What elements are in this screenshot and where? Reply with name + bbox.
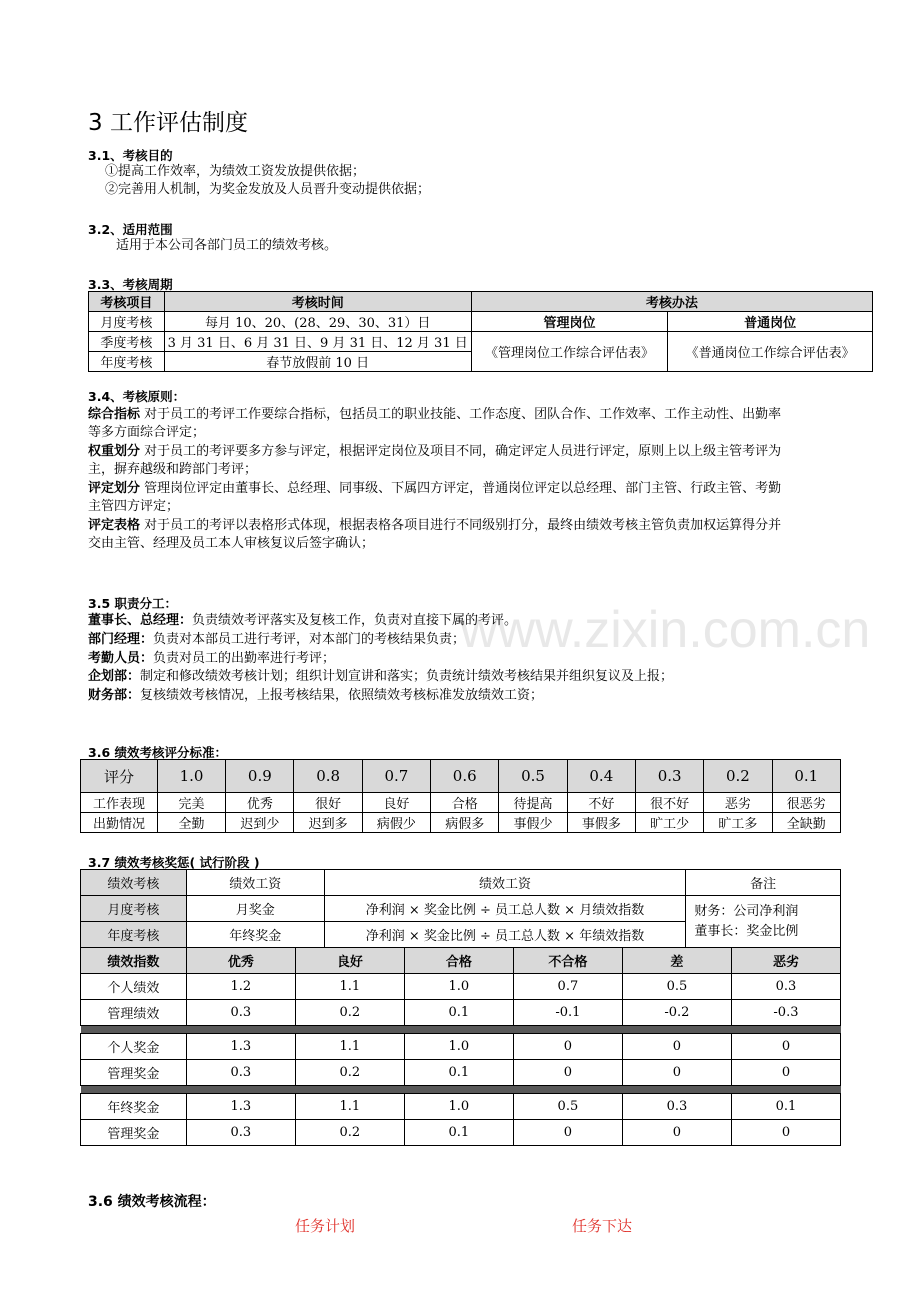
row-label: 管理奖金 [81, 1060, 187, 1086]
principle-text-cont: 等多方面综合评定； [88, 425, 206, 440]
att-label: 出勤情况 [81, 813, 158, 833]
cell: 1.1 [295, 1034, 404, 1060]
section-3-6-heading: 3.6 绩效考核评分标准： [88, 745, 227, 760]
principle-text-cont: 主，摒弃越级和跨部门考评； [88, 462, 258, 477]
cell: 1.1 [295, 1094, 404, 1120]
cell: 0 [622, 1060, 731, 1086]
cell: 0.2 [295, 1120, 404, 1146]
cell: -0.3 [731, 1000, 840, 1026]
normal-form: 《普通岗位工作综合评估表》 [668, 332, 873, 372]
idx-header: 差 [622, 948, 731, 974]
score-value: 0.3 [635, 760, 703, 793]
cycle-item: 季度考核 [89, 332, 165, 352]
perf-cell: 待提高 [499, 793, 567, 813]
table-row [81, 974, 841, 1000]
cell: 0 [513, 1034, 622, 1060]
rf-h4: 备注 [686, 870, 841, 896]
rf-h2: 绩效工资 [186, 870, 324, 896]
cycle-time: 春节放假前 10 日 [164, 352, 471, 372]
cell: 1.0 [404, 1034, 513, 1060]
cell: 0.1 [404, 1000, 513, 1026]
cell: 0 [622, 1120, 731, 1146]
rf-yearly-label: 年度考核 [81, 922, 187, 948]
page-title: 3 工作评估制度 [88, 110, 248, 136]
score-value: 1.0 [157, 760, 225, 793]
th-time: 考核时间 [164, 292, 471, 312]
table-row [81, 1120, 841, 1146]
th-mgmt: 管理岗位 [471, 312, 668, 332]
cell: 0 [731, 1120, 840, 1146]
duty-3 [88, 650, 335, 668]
cycle-table [88, 291, 873, 372]
principle-text: 管理岗位评定由董事长、总经理、同事级、下属四方评定，普通岗位评定以总经理、部门主管、行政主管、考勤 [140, 481, 782, 496]
cell: 0.3 [731, 974, 840, 1000]
perf-cell: 完美 [157, 793, 225, 813]
principle-2 [88, 443, 848, 479]
table-row [81, 1000, 841, 1026]
cell: 1.0 [404, 1094, 513, 1120]
cell: -0.2 [622, 1000, 731, 1026]
table-row [81, 1060, 841, 1086]
rf-monthly-label: 月度考核 [81, 896, 187, 922]
rf-yearly-formula: 净利润 × 奖金比例 ÷ 员工总人数 × 年绩效指数 [324, 922, 686, 948]
cell: 0.1 [404, 1060, 513, 1086]
row-label: 个人绩效 [81, 974, 187, 1000]
cell: 1.0 [404, 974, 513, 1000]
s31-line-1: ①提高工作效率，为绩效工资发放提供依据； [105, 164, 366, 179]
cell: 0 [513, 1060, 622, 1086]
duty-1 [88, 612, 517, 630]
principle-3 [88, 480, 848, 516]
cycle-item: 月度考核 [89, 312, 165, 332]
att-cell: 全勤 [157, 813, 225, 833]
cell: 1.2 [186, 974, 295, 1000]
score-value: 0.8 [294, 760, 362, 793]
cell: 0.3 [186, 1120, 295, 1146]
cell: 1.3 [186, 1094, 295, 1120]
cell: 0 [731, 1060, 840, 1086]
score-value: 0.9 [226, 760, 294, 793]
reward-formula-table [80, 869, 841, 948]
cell: 0.1 [404, 1120, 513, 1146]
duty-text: 复核绩效考核情况，上报考核结果，依照绩效考核标准发放绩效工资； [140, 688, 544, 703]
score-table [80, 759, 841, 833]
principle-4 [88, 517, 848, 553]
cell: 0.1 [731, 1094, 840, 1120]
section-3-4-heading: 3.4、考核原则： [88, 389, 186, 404]
cell: 0.3 [186, 1000, 295, 1026]
score-value: 0.5 [499, 760, 567, 793]
cycle-item: 年度考核 [89, 352, 165, 372]
principle-text: 对于员工的考评工作要综合指标，包括员工的职业技能、工作态度、团队合作、工作效率、工作主动性、出勤率 [140, 407, 782, 422]
mgmt-form: 《管理岗位工作综合评估表》 [471, 332, 668, 372]
score-value: 0.4 [567, 760, 635, 793]
index-table [80, 947, 841, 1146]
score-label: 评分 [81, 760, 158, 793]
row-label: 个人奖金 [81, 1034, 187, 1060]
principle-1 [88, 406, 848, 442]
perf-cell: 很不好 [635, 793, 703, 813]
rf-h1: 绩效考核 [81, 870, 187, 896]
th-item: 考核项目 [89, 292, 165, 312]
principle-label: 评定表格 [88, 518, 141, 533]
rf-monthly-formula: 净利润 × 奖金比例 ÷ 员工总人数 × 月绩效指数 [324, 896, 686, 922]
cycle-time: 3 月 31 日、6 月 31 日、9 月 31 日、12 月 31 日 [164, 332, 471, 352]
idx-header: 恶劣 [731, 948, 840, 974]
perf-cell: 合格 [431, 793, 499, 813]
separator-row [81, 1086, 841, 1094]
cell: 0.5 [622, 974, 731, 1000]
flow-step-issue: 任务下达 [572, 1217, 633, 1235]
section-3-2-heading: 3.2、适用范围 [88, 222, 173, 237]
att-cell: 病假少 [362, 813, 430, 833]
att-cell: 病假多 [431, 813, 499, 833]
idx-header: 良好 [295, 948, 404, 974]
idx-header: 绩效指数 [81, 948, 187, 974]
att-cell: 迟到多 [294, 813, 362, 833]
flow-step-plan: 任务计划 [295, 1217, 356, 1235]
row-label: 管理奖金 [81, 1120, 187, 1146]
duty-text: 制定和修改绩效考核计划；组织计划宣讲和落实；负责统计绩效考核结果并组织复议及上报； [140, 669, 674, 684]
table-row [81, 1034, 841, 1060]
section-3-1-heading: 3.1、考核目的 [88, 148, 173, 163]
cell: 0 [622, 1034, 731, 1060]
rf-note [686, 896, 841, 948]
idx-header: 合格 [404, 948, 513, 974]
duty-label: 部门经理： [88, 632, 154, 647]
perf-cell: 很恶劣 [772, 793, 840, 813]
duty-4 [88, 668, 673, 686]
rf-yearly-pay: 年终奖金 [186, 922, 324, 948]
perf-cell: 很好 [294, 793, 362, 813]
perf-label: 工作表现 [81, 793, 158, 813]
att-cell: 旷工少 [635, 813, 703, 833]
row-label: 管理绩效 [81, 1000, 187, 1026]
att-cell: 迟到少 [226, 813, 294, 833]
score-value: 0.7 [362, 760, 430, 793]
rf-note-2: 董事长：奖金比例 [694, 923, 799, 939]
duty-text: 负责对员工的出勤率进行考评； [153, 651, 336, 666]
cell: 0.7 [513, 974, 622, 1000]
perf-cell: 不好 [567, 793, 635, 813]
cell: 1.1 [295, 974, 404, 1000]
principle-text: 对于员工的考评以表格形式体现，根据表格各项目进行不同级别打分，最终由绩效考核主管负责加权运算得分并 [140, 518, 782, 533]
principle-text-cont: 交由主管、经理及员工本人审核复议后签字确认； [88, 536, 375, 551]
watermark: www.zixin.com.cn [460, 601, 871, 659]
cell: 0.5 [513, 1094, 622, 1120]
section-3-3-heading: 3.3、考核周期 [88, 277, 173, 292]
duty-text: 负责对本部员工进行考评，对本部门的考核结果负责； [153, 632, 466, 647]
cell: 1.3 [186, 1034, 295, 1060]
duty-label: 企划部： [88, 669, 141, 684]
duty-label: 财务部： [88, 688, 141, 703]
section-3-5-heading: 3.5 职责分工： [88, 596, 177, 611]
cell: 0 [513, 1120, 622, 1146]
att-cell: 全缺勤 [772, 813, 840, 833]
s32-text: 适用于本公司各部门员工的绩效考核。 [116, 238, 338, 253]
duty-5 [88, 687, 543, 705]
att-cell: 事假少 [499, 813, 567, 833]
cell: 0.2 [295, 1000, 404, 1026]
duty-label: 考勤人员： [88, 651, 154, 666]
duty-2 [88, 631, 465, 649]
separator-row [81, 1026, 841, 1034]
cell: 0.3 [622, 1094, 731, 1120]
table-row [81, 1094, 841, 1120]
cell: 0.3 [186, 1060, 295, 1086]
principle-label: 权重划分 [88, 444, 141, 459]
att-cell: 事假多 [567, 813, 635, 833]
rf-note-1: 财务：公司净利润 [694, 903, 799, 919]
principle-label: 评定划分 [88, 481, 141, 496]
cell: 0 [731, 1034, 840, 1060]
idx-header: 不合格 [513, 948, 622, 974]
score-value: 0.1 [772, 760, 840, 793]
cell: -0.1 [513, 1000, 622, 1026]
th-normal: 普通岗位 [668, 312, 873, 332]
score-value: 0.2 [704, 760, 772, 793]
cycle-time: 每月 10、20、(28、29、30、31）日 [164, 312, 471, 332]
principle-text: 对于员工的考评要多方参与评定，根据评定岗位及项目不同，确定评定人员进行评定，原则上以上级主管考评为 [140, 444, 782, 459]
att-cell: 旷工多 [704, 813, 772, 833]
principle-text-cont: 主管四方评定； [88, 499, 180, 514]
perf-cell: 优秀 [226, 793, 294, 813]
th-method: 考核办法 [471, 292, 872, 312]
idx-header: 优秀 [186, 948, 295, 974]
duty-text: 负责绩效考评落实及复核工作，负责对直接下属的考评。 [192, 613, 518, 628]
s31-line-2: ②完善用人机制，为奖金发放及人员晋升变动提供依据； [105, 182, 431, 197]
row-label: 年终奖金 [81, 1094, 187, 1120]
cell: 0.2 [295, 1060, 404, 1086]
principle-label: 综合指标 [88, 407, 141, 422]
rf-h3: 绩效工资 [324, 870, 686, 896]
rf-monthly-pay: 月奖金 [186, 896, 324, 922]
perf-cell: 良好 [362, 793, 430, 813]
duty-label: 董事长、总经理： [88, 613, 193, 628]
section-3-7-heading: 3.7 绩效考核奖惩( 试行阶段 ) [88, 855, 260, 870]
perf-cell: 恶劣 [704, 793, 772, 813]
section-flow-heading: 3.6 绩效考核流程： [88, 1194, 216, 1210]
score-value: 0.6 [431, 760, 499, 793]
